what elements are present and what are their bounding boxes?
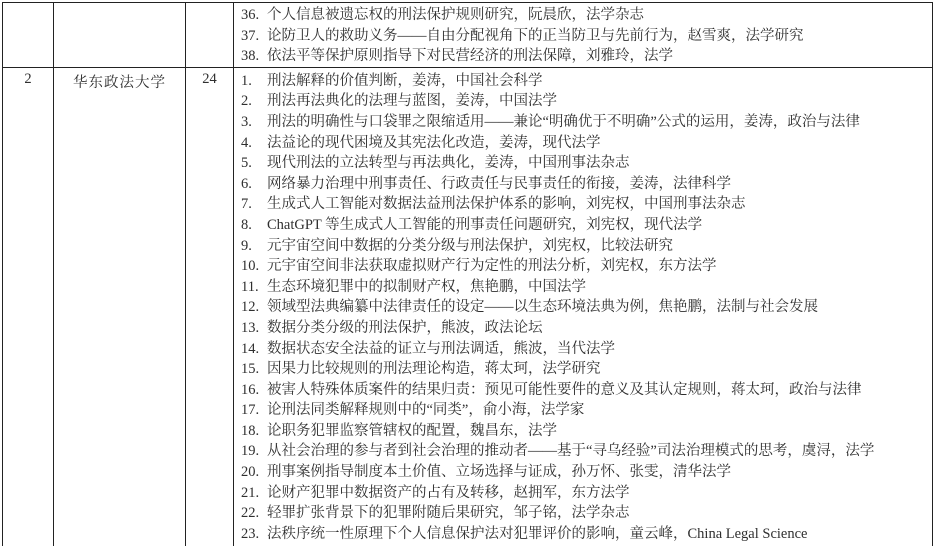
university-cell [54, 3, 186, 68]
list-item-number: 15. [241, 361, 260, 378]
list-item-text: 论职务犯罪监察管辖权的配置，魏昌东，法学 [267, 422, 557, 439]
list-item-number: 9. [241, 237, 252, 254]
list-item-text: 法益论的现代困境及其宪法化改造，姜涛，现代法学 [267, 134, 601, 151]
articles-cell [234, 3, 933, 68]
list-item-number: 3. [241, 113, 252, 130]
list-item-text: 生成式人工智能对数据法益刑法保护体系的影响，刘宪权，中国刑事法杂志 [267, 196, 746, 213]
list-item [234, 380, 932, 401]
list-item-number: 2. [241, 93, 252, 110]
list-item [234, 400, 932, 421]
list-item-number: 38. [241, 48, 260, 65]
list-item-number: 23. [241, 525, 260, 542]
list-item-text: 元宇宙空间中数据的分类分级与刑法保护，刘宪权，比较法研究 [267, 237, 673, 254]
list-item [234, 441, 932, 462]
list-item [234, 421, 932, 442]
list-item-number: 36. [241, 7, 260, 23]
list-item-number: 20. [241, 464, 260, 481]
list-item-text: 刑事案例指导制度本土价值、立场选择与证成，孙万怀、张雯，清华法学 [267, 464, 731, 481]
articles-cell [234, 67, 933, 546]
article-count-cell [186, 3, 234, 68]
list-item-text: 刑法解释的价值判断，姜涛，中国社会科学 [267, 72, 543, 89]
list-item-text: 从社会治理的参与者到社会治理的推动者——基于“寻乌经验”司法治理模式的思考，虞浔，法学 [267, 443, 875, 460]
list-item-number: 18. [241, 422, 260, 439]
list-item [234, 26, 932, 47]
list-item-text: 刑法再法典化的法理与蓝图，姜涛，中国法学 [267, 93, 557, 110]
list-item-number: 21. [241, 484, 260, 501]
list-item [234, 153, 932, 174]
list-item-number: 16. [241, 381, 260, 398]
list-item [234, 215, 932, 236]
list-item [234, 297, 932, 318]
list-item [234, 462, 932, 483]
university-articles-table [2, 2, 933, 546]
list-item [234, 71, 932, 92]
list-item-text: 轻罪扩张背景下的犯罪附随后果研究，邹子铭，法学杂志 [267, 505, 630, 522]
university-cell: 华东政法大学 [54, 67, 186, 546]
list-item [234, 46, 932, 67]
list-item [234, 112, 932, 133]
list-item-number: 19. [241, 443, 260, 460]
list-item-number: 17. [241, 402, 260, 419]
list-item-number: 8. [241, 216, 252, 233]
article-list [234, 68, 932, 545]
list-item [234, 194, 932, 215]
list-item-text: 数据状态安全法益的证立与刑法调适，熊波，当代法学 [267, 340, 615, 357]
table-row-continued [3, 3, 933, 68]
list-item-text: 个人信息被遗忘权的刑法保护规则研究，阮晨欣，法学杂志 [267, 7, 644, 23]
list-item [234, 339, 932, 360]
list-item-text: 论财产犯罪中数据资产的占有及转移，赵拥军，东方法学 [267, 484, 630, 501]
list-item-text: 论防卫人的救助义务——自由分配视角下的正当防卫与先前行为，赵雪爽，法学研究 [267, 27, 804, 44]
list-item-text: 领域型法典编纂中法律责任的设定——以生态环境法典为例，焦艳鹏，法制与社会发展 [267, 299, 818, 316]
list-item-text: 因果力比较规则的刑法理论构造，蒋太珂，法学研究 [267, 361, 601, 378]
list-item [234, 359, 932, 380]
list-item [234, 256, 932, 277]
list-item [234, 174, 932, 195]
list-item-number: 11. [241, 278, 259, 295]
list-item-text: 现代刑法的立法转型与再法典化，姜涛，中国刑事法杂志 [267, 155, 630, 172]
list-item-number: 7. [241, 196, 252, 213]
list-item [234, 277, 932, 298]
list-item [234, 133, 932, 154]
list-item [234, 5, 932, 26]
rank-cell: 2 [3, 67, 54, 546]
list-item [234, 318, 932, 339]
list-item [234, 483, 932, 504]
article-list [234, 3, 932, 67]
list-item-number: 13. [241, 319, 260, 336]
list-item-text: 法秩序统一性原理下个人信息保护法对犯罪评价的影响，童云峰，China Legal Science [267, 525, 808, 542]
list-item-text: 生态环境犯罪中的拟制财产权，焦艳鹏，中国法学 [267, 278, 586, 295]
list-item [234, 524, 932, 545]
list-item [234, 503, 932, 524]
list-item-text: 网络暴力治理中刑事责任、行政责任与民事责任的衔接，姜涛，法律科学 [267, 175, 731, 192]
list-item-text: 元宇宙空间非法获取虚拟财产行为定性的刑法分析，刘宪权，东方法学 [267, 258, 717, 275]
list-item-number: 1. [241, 72, 252, 89]
list-item-text: 被害人特殊体质案件的结果归责：预见可能性要件的意义及其认定规则，蒋太珂，政治与法律 [267, 381, 862, 398]
list-item-number: 5. [241, 155, 252, 172]
list-item-number: 22. [241, 505, 260, 522]
list-item-number: 14. [241, 340, 260, 357]
list-item-text: 刑法的明确性与口袋罪之限缩适用——兼论“明确优于不明确”公式的运用，姜涛，政治与法律 [267, 113, 860, 130]
table-row [3, 67, 933, 546]
list-item-text: ChatGPT 等生成式人工智能的刑事责任问题研究，刘宪权，现代法学 [267, 216, 703, 233]
list-item [234, 236, 932, 257]
list-item-number: 4. [241, 134, 252, 151]
rank-cell [3, 3, 54, 68]
list-item [234, 91, 932, 112]
list-item-number: 6. [241, 175, 252, 192]
article-count-cell: 24 [186, 67, 234, 546]
list-item-text: 依法平等保护原则指导下对民营经济的刑法保障，刘雅玲，法学 [267, 48, 673, 65]
list-item-number: 37. [241, 27, 260, 44]
list-item-text: 论刑法同类解释规则中的“同类”，俞小海，法学家 [267, 402, 585, 419]
list-item-text: 数据分类分级的刑法保护，熊波，政法论坛 [267, 319, 543, 336]
list-item-number: 10. [241, 258, 260, 275]
list-item-number: 12. [241, 299, 260, 316]
